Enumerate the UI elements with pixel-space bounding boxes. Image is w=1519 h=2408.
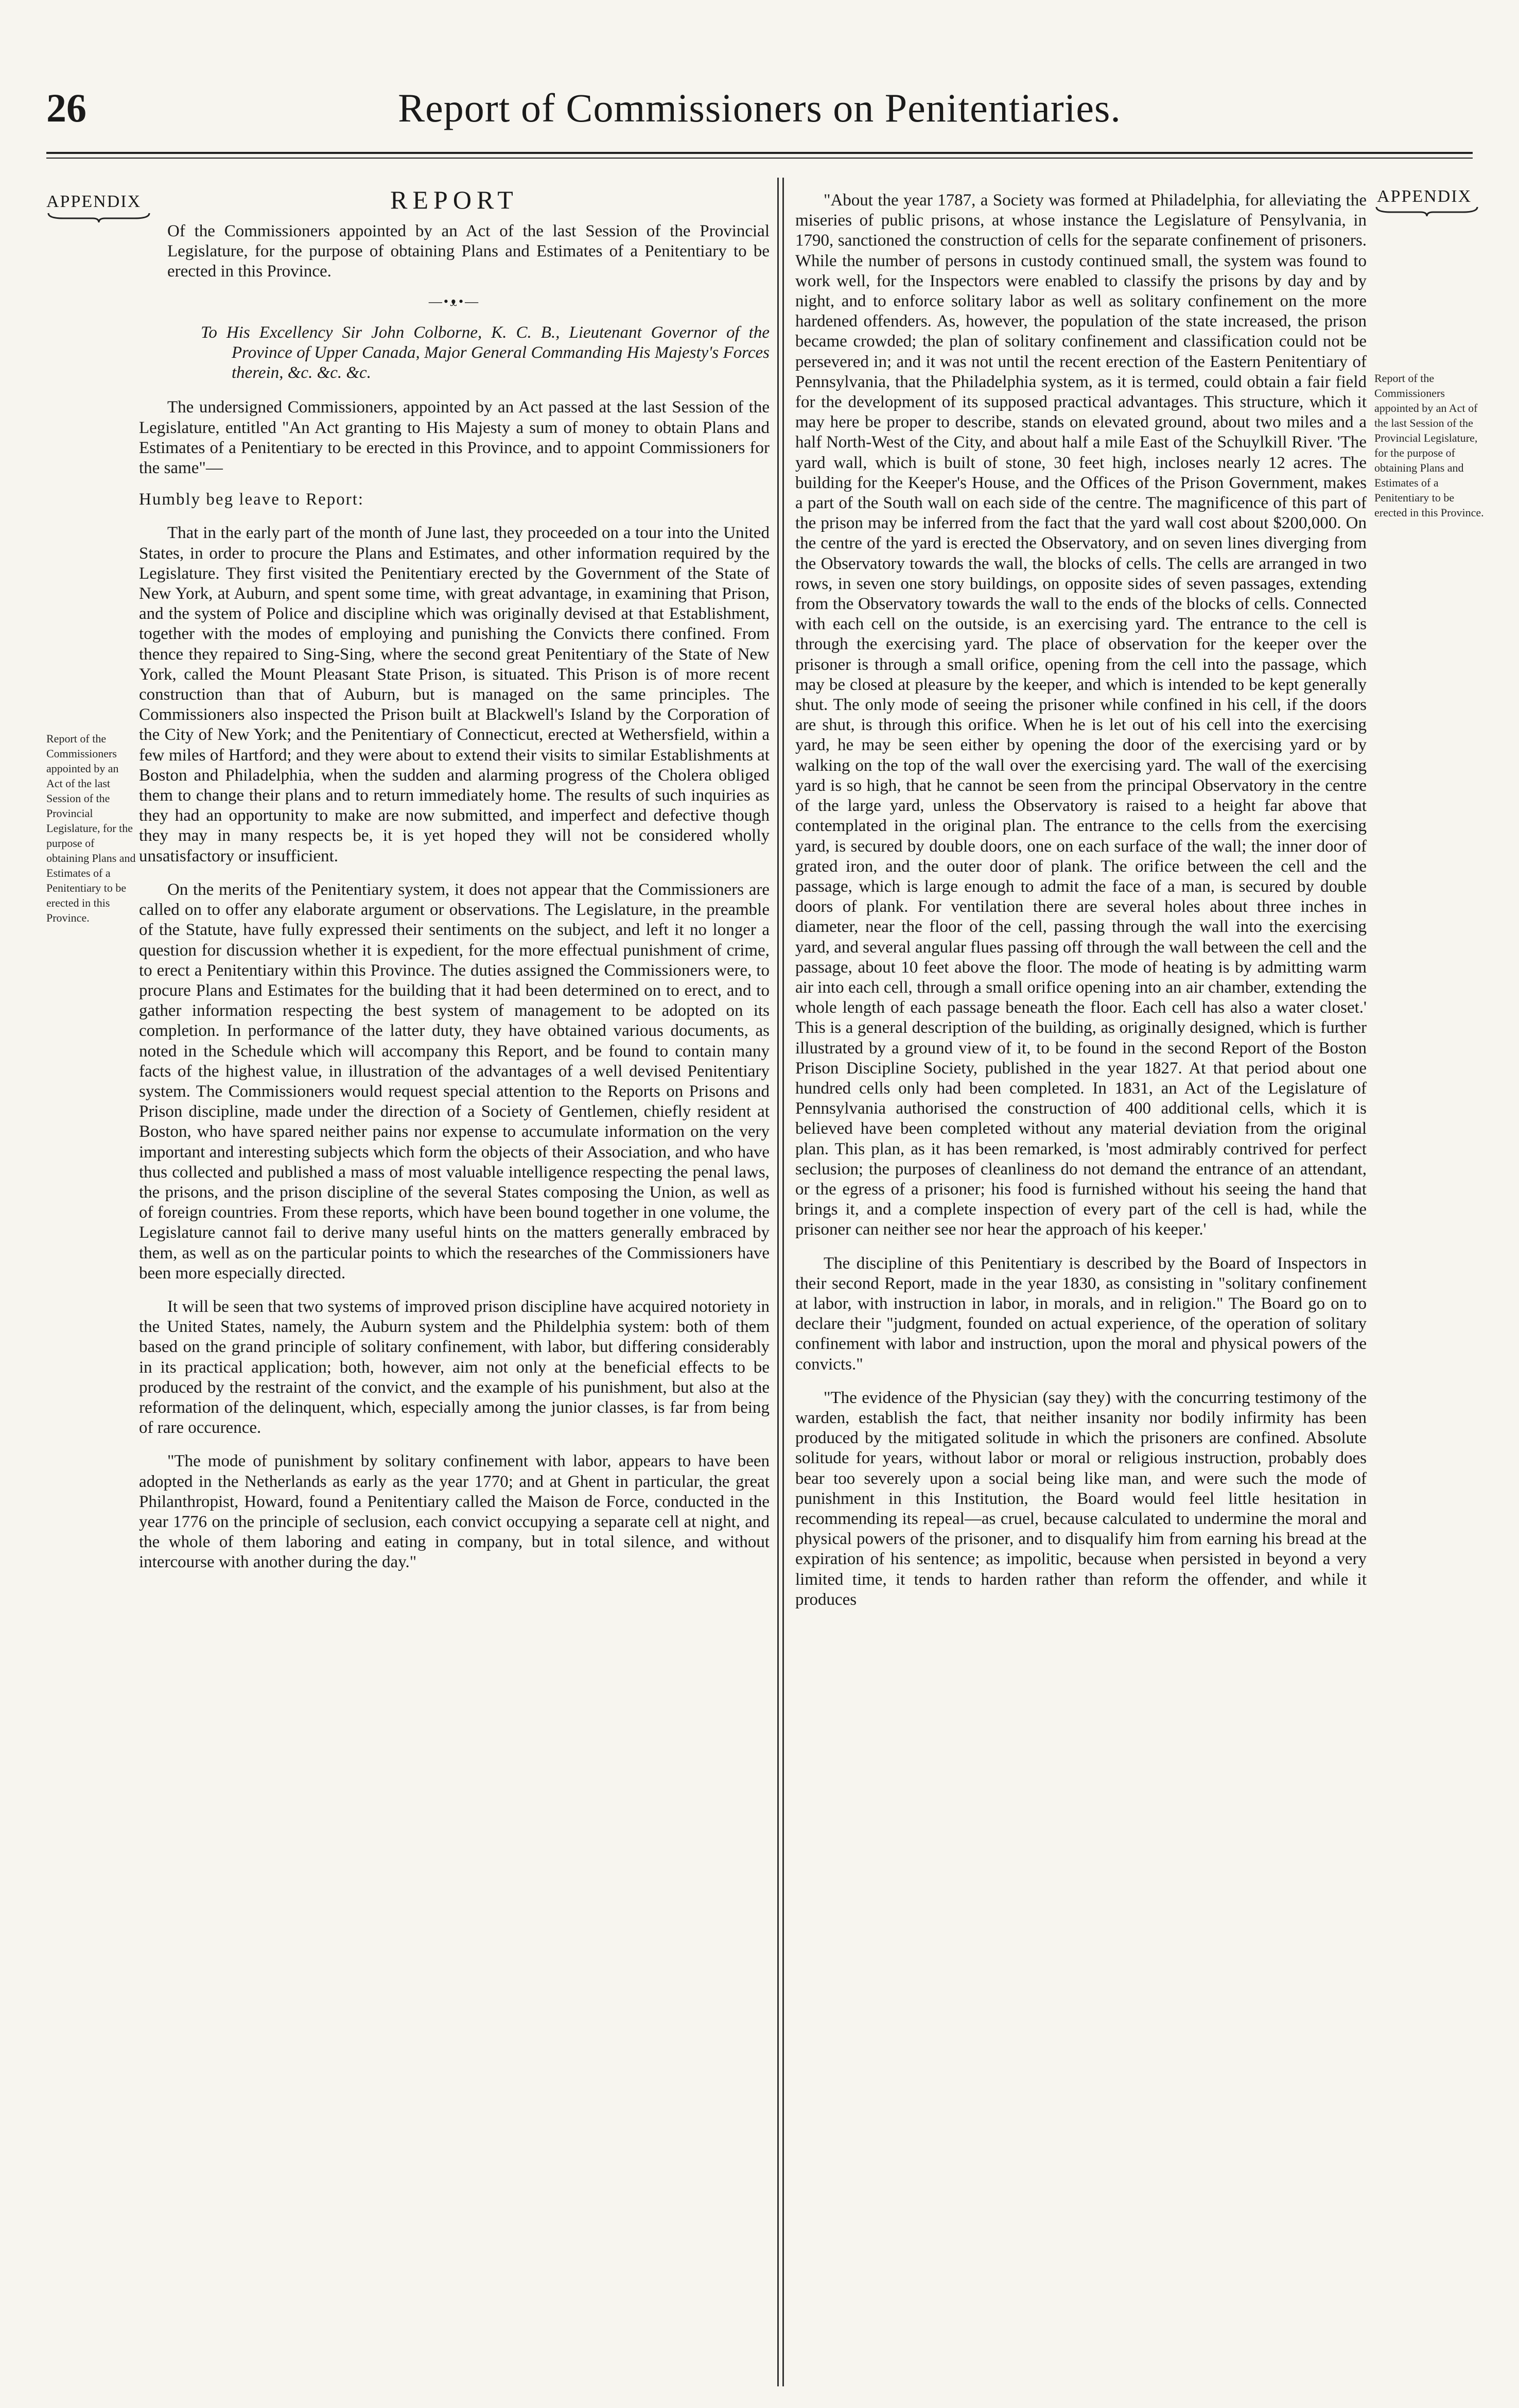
paragraph: The discipline of this Penitentiary is described by the Board of Inspectors in their second Report, made in the year 1830, as consisting in "solitary confinement at labor, with instruction in labor, in morals, and in religion." The Board go on to declare their "judgment, founded on actual experience, of the operation of solitary confinement with labor and instruction, upon the moral and physical powers of the convicts." bbox=[795, 1254, 1367, 1374]
paragraph: That in the early part of the month of June last, they proceeded on a tour into the United States, in order to procure the Plans and Estimates, and other information required by the Legislature. They first visited the Penitentiary erected by the Government of the State of New York, at Auburn, and spent some time, with great advantage, in examining that Prison, and the system of Police and discipline which was originally devised at that Establishment, together with the modes of employing and punishing the Convicts there confined. From thence they repaired to Sing-Sing, where the second great Penitentiary of the State of New York, called the Mount Pleasant State Prison, is situated. This Prison is of more recent construction than that of Auburn, but is managed on the same principles. The Commissioners also inspected the Prison built at Blackwell's Island by the Corporation of the City of New York; and the Penitentiary of Connecticut, erected at Wethersfield, within a few miles of Hartford; and they were about to extend their visits to similar Establishments at Boston and Philadelphia, when the sudden and alarming progress of the Cholera obliged them to change their plans and to return immediately home. The results of such inquiries as they had an opportunity to make are now submitted, and imperfect and defective though they may in many respects be, it is yet hoped they will not be considered wholly unsatisfactory or insufficient. bbox=[139, 524, 770, 865]
brace-ornament-left bbox=[47, 211, 150, 223]
address-salutation: To His Excellency Sir John Colborne, K. C. B., Lieutenant Governor of the Province of Upper Canada, Major General Commanding His Majesty's Forces therein, &c. &c. &c. bbox=[201, 323, 770, 383]
column-divider-rule bbox=[777, 178, 779, 2386]
paragraph: On the merits of the Penitentiary system, it does not appear that the Commissioners are called on to offer any elaborate argument or observations. The Legislature, in the preamble of the Statute, have fully expressed their sentiments on the subject, and left it no longer a question for discussion whether it is expedient, for the more effectual punishment of crime, to erect a Penitentiary within this Province. The duties assigned the Commissioners were, to procure Plans and Estimates for the building that it had been determined on to erect, and to gather information respecting the best system of management to be adopted on its completion. In performance of the latter duty, they have obtained various documents, as noted in the Schedule which will accompany this Report, and be found to contain many facts of the highest value, in illustration of the advantages of a well devised Penitentiary system. The Commissioners would request special attention to the Reports on Prisons and Prison discipline, made under the direction of a Society of Gentlemen, chiefly resident at Boston, who have spared neither pains nor expense to accumulate information on the very important and interesting subjects which form the objects of their Association, and who have thus collected and published a mass of most valuable intelligence respecting the penal laws, the prisons, and the prison discipline of the several States composing the Union, as well as of foreign countries. From these reports, which have been bound together in one volume, the Legislature cannot fail to derive many useful hints on the matters generally embraced by them, as well as on the particular points to which the researches of the Commissioners have been more especially directed. bbox=[139, 880, 770, 1283]
paragraph: "The evidence of the Physician (say they) with the concurring testimony of the warden, establish the fact, that neither insanity nor bodily infirmity has been produced by the mitigated solitude in which the prisoners are confined. Absolute solitude for years, without labor or moral or religious instruction, probably does bear too severely upon a social being like man, and were such the mode of punishment in this Institution, the Board would feel little hesitation in recommending its repeal—as cruel, because calculated to undermine the moral and physical powers of the prisoner, and to disqualify him from earning his bread at the expiration of his sentence; as impolitic, because when persisted in beyond a very limited time, it tends to harden rather than reform the offender, and while it produces bbox=[795, 1388, 1367, 1609]
report-heading: REPORT bbox=[390, 185, 518, 214]
column-divider-rule bbox=[782, 178, 784, 2386]
appendix-label-left: APPENDIX bbox=[46, 192, 142, 211]
running-head bbox=[46, 77, 1473, 144]
page-number: 26 bbox=[46, 85, 86, 130]
commission-title: Of the Commissioners appointed by an Act of the last Session of the Provincial Legislature, for the purpose of obtaining Plans and Estimates of a Penitentiary to be erected in this Province. bbox=[167, 222, 770, 281]
appendix-label-right: APPENDIX bbox=[1377, 187, 1472, 206]
paragraph: It will be seen that two systems of improved prison discipline have acquired notoriety in the United States, namely, the Auburn system and the Phildelphia system: both of them based on the grand principle of solitary confinement, with labor, but differing considerably in its practical application; both, however, aim not only at the beneficial effects to be produced by the restraint of the convict, and the example of his punishment, but also at the reformation of the delinquent, which, especially among the junior classes, is far from being of rare occurence. bbox=[139, 1297, 770, 1437]
page-title: Report of Commissioners on Penitentiaries. bbox=[398, 85, 1121, 130]
report-opening: Humbly beg leave to Report: bbox=[139, 490, 364, 509]
paragraph: "The mode of punishment by solitary confinement with labor, appears to have been adopted in the Netherlands as early as the year 1770; and at Ghent in particular, the great Philanthropist, Howard, found a Penitentiary called the Maison de Force, conducted in the year 1776 on the principle of seclusion, each convict occupying a separate cell at night, and the whole of them laboring and eating in company, but in total silence, and without intercourse with another during the day." bbox=[139, 1452, 770, 1572]
paragraph: "About the year 1787, a Society was formed at Philadelphia, for alleviating the miseries of public prisons, at whose instance the Legislature of Pensylvania, in 1790, sanctioned the construction of cells for the separate confinement of prisoners. While the number of persons in custody continued small, the system was found to work well, for the Inspectors were enabled to classify the prisons by day and by night, and to enforce solitary labor as well as solitary confinement on the more hardened offenders. As, however, the population of the state increased, the prison became crowded; the plan of solitary confinement and classification could not be persevered in; and it was not until the recent erection of the Eastern Penitentiary of Pennsylvania, that the Philadelphia system, as it is termed, could obtain a fair field for the development of its supposed practical advantages. This structure, which it may here be proper to describe, stands on elevated ground, about two miles and a half North-West of the City, and about half a mile East of the Schuylkill River. 'The yard wall, which is built of stone, 30 feet high, incloses nearly 12 acres. The building for the Keeper's House, and the Offices of the Prison Government, makes a part of the South wall on each side of the centre. The magnificence of this part of the prison may be inferred from the fact that the yard wall cost about $200,000. On the centre of the yard is erected the Observatory, and on seven lines diverging from the Observatory towards the wall, the blocks of cells. The cells are arranged in two rows, in seven one story buildings, on opposite sides of seven passages, extending from the Observatory towards the wall to the ends of the blocks of cells. Connected with each cell on the outside, is an exercising yard. The entrance to the cell is through the exercising yard. The place of observation for the keeper over the prisoner is through a small orifice, opening from the cell into the passage, which may be closed at pleasure by the keeper, and which is intended to be kept generally shut. The only mode of seeing the prisoner while confined in his cell, if the doors are shut, is through this orifice. When he is let out of his cell into the exercising yard, he may be seen either by opening the door of the exercising yard or by walking on the top of the wall over the exercising yard. The wall of the exercising yard is so high, that he cannot be seen from the principal Observatory in the centre of the large yard, unless the Observatory is raised to a height far above that contemplated in the original plan. The entrance to the cells from the exercising yard, is secured by double doors, one on each surface of the wall; the inner door of grated iron, and the outer door of plank. The orifice between the cell and the passage, which is large enough to admit the face of a man, is secured by double doors of plank. For ventilation there are several holes about three inches in diameter, near the floor of the cell, passing through the wall into the exercising yard, and several angular flues passing off through the wall between the cell and the passage, about 10 feet above the floor. The mode of heating is by admitting warm air into each cell, through a small orifice opening into an air chamber, extending the whole length of each passage beneath the floor. Each cell has also a water closet.' This is a general description of the building, as originally designed, which is further illustrated by a ground view of it, to be found in the second Report of the Boston Prison Discipline Society, published in the year 1827. At that period about one hundred cells only had been completed. In 1831, an Act of the Legislature of Pennsylvania authorised the construction of 400 additional cells, which it is believed have been completed without any material deviation from the original plan. This plan, as it has been remarked, is 'most admirably contrived for perfect seclusion; the purposes of cleanliness do not demand the entrance of an attendant, or the egress of a prisoner; his food is furnished without his seeing the hand that brings it, and a complete inspection of every part of the cell is had, while the prisoner can neither see nor hear the approach of his keeper.' bbox=[795, 191, 1367, 1239]
header-rule-thick bbox=[46, 152, 1473, 154]
right-column bbox=[795, 190, 1367, 1610]
paragraph: The undersigned Commissioners, appointed by an Act passed at the last Session of the Legislature, entitled "An Act granting to His Majesty a sum of money to obtain Plans and Estimates of a Penitentiary to be erected in this Province, and to appoint Commissioners for the same"— bbox=[139, 398, 770, 478]
margin-note-left: Report of the Commissioners appointed by an Act of the last Session of the Provincial Legislature, for the purpose of obtaining Plans and Estimates of a Penitentiary to be erected in this Province. bbox=[46, 732, 136, 924]
brace-ornament-right bbox=[1375, 205, 1478, 217]
left-column bbox=[139, 185, 770, 1573]
header-rule-thin bbox=[46, 158, 1473, 159]
ornament-divider: —•ᴥ•— bbox=[428, 293, 480, 309]
margin-note-right: Report of the Commissioners appointed by an Act of the last Session of the Provincial Legislature, for the purpose of obtaining Plans and Estimates of a Penitentiary to be erected in this Province. bbox=[1374, 372, 1484, 519]
